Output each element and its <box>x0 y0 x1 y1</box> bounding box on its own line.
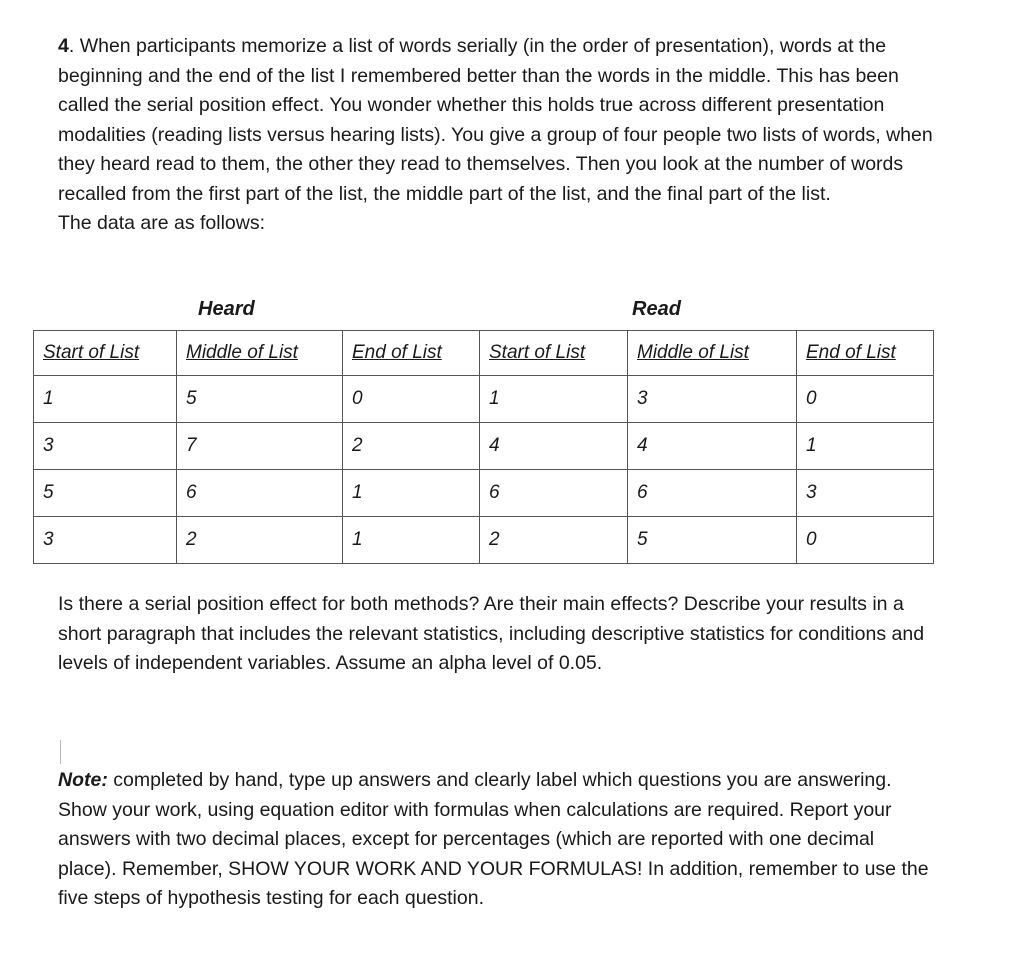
table-cell: 3 <box>797 470 934 517</box>
header-heard-end: End of List <box>343 331 480 376</box>
table-row <box>34 517 934 564</box>
data-table <box>33 330 934 564</box>
table-cell: 3 <box>628 376 797 423</box>
note-text: completed by hand, type up answers and clearly label which questions you are answering. Show your work, using equation editor with formulas when calculations are required. Report your answers with two decimal places, except for percentages (which are reported with one decimal place). Remember, SHOW YOUR WORK AND YOUR FORMULAS! In addition, remember to use the five steps of hypothesis testing for each question. <box>58 769 929 909</box>
question-text: . When participants memorize a list of words serially (in the order of presentation), words at the beginning and the end of the list I remembered better than the words in the middle. This has been called the serial position effect. You wonder whether this holds true across different presentation modalities (reading lists versus hearing lists). You give a group of four people two lists of words, when they heard read to them, the other they read to themselves. Then you look at the number of words recalled from the first part of the list, the middle part of the list, and the final part of the list. <box>58 35 933 205</box>
table-cell: 3 <box>34 517 177 564</box>
note-paragraph <box>58 766 938 914</box>
table-cell: 1 <box>343 517 480 564</box>
header-read-start: Start of List <box>480 331 628 376</box>
question-number: 4 <box>58 35 69 57</box>
table-cell: 4 <box>628 423 797 470</box>
table-cell: 0 <box>343 376 480 423</box>
table-cell: 1 <box>343 470 480 517</box>
question-paragraph <box>58 32 938 239</box>
table-cell: 4 <box>480 423 628 470</box>
table-cell: 2 <box>177 517 343 564</box>
table-header-row <box>34 331 934 376</box>
table-row <box>34 470 934 517</box>
note-label: Note: <box>58 769 108 791</box>
table-cell: 2 <box>480 517 628 564</box>
table-cell: 0 <box>797 376 934 423</box>
table-cell: 2 <box>343 423 480 470</box>
table-cell: 5 <box>628 517 797 564</box>
header-heard-middle: Middle of List <box>177 331 343 376</box>
table-row <box>34 376 934 423</box>
table-cell: 0 <box>797 517 934 564</box>
table-cell: 1 <box>34 376 177 423</box>
header-heard-start: Start of List <box>34 331 177 376</box>
table-cell: 3 <box>34 423 177 470</box>
table-cell: 6 <box>628 470 797 517</box>
table-row <box>34 423 934 470</box>
table-cell: 1 <box>480 376 628 423</box>
text-cursor <box>60 740 61 764</box>
table-cell: 5 <box>177 376 343 423</box>
data-intro: The data are as follows: <box>58 212 266 234</box>
header-read-middle: Middle of List <box>628 331 797 376</box>
table-cell: 7 <box>177 423 343 470</box>
table-cell: 5 <box>34 470 177 517</box>
follow-up-question: Is there a serial position effect for both methods? Are their main effects? Describe your results in a short paragraph that includes the relevant statistics, including descriptive statistics for conditions and levels of independent variables. Assume an alpha level of 0.05. <box>58 593 925 674</box>
read-group-label: Read <box>632 298 681 320</box>
table-cell: 1 <box>797 423 934 470</box>
table-cell: 6 <box>480 470 628 517</box>
table-cell: 6 <box>177 470 343 517</box>
heard-group-label: Heard <box>198 298 255 320</box>
header-read-end: End of List <box>797 331 934 376</box>
